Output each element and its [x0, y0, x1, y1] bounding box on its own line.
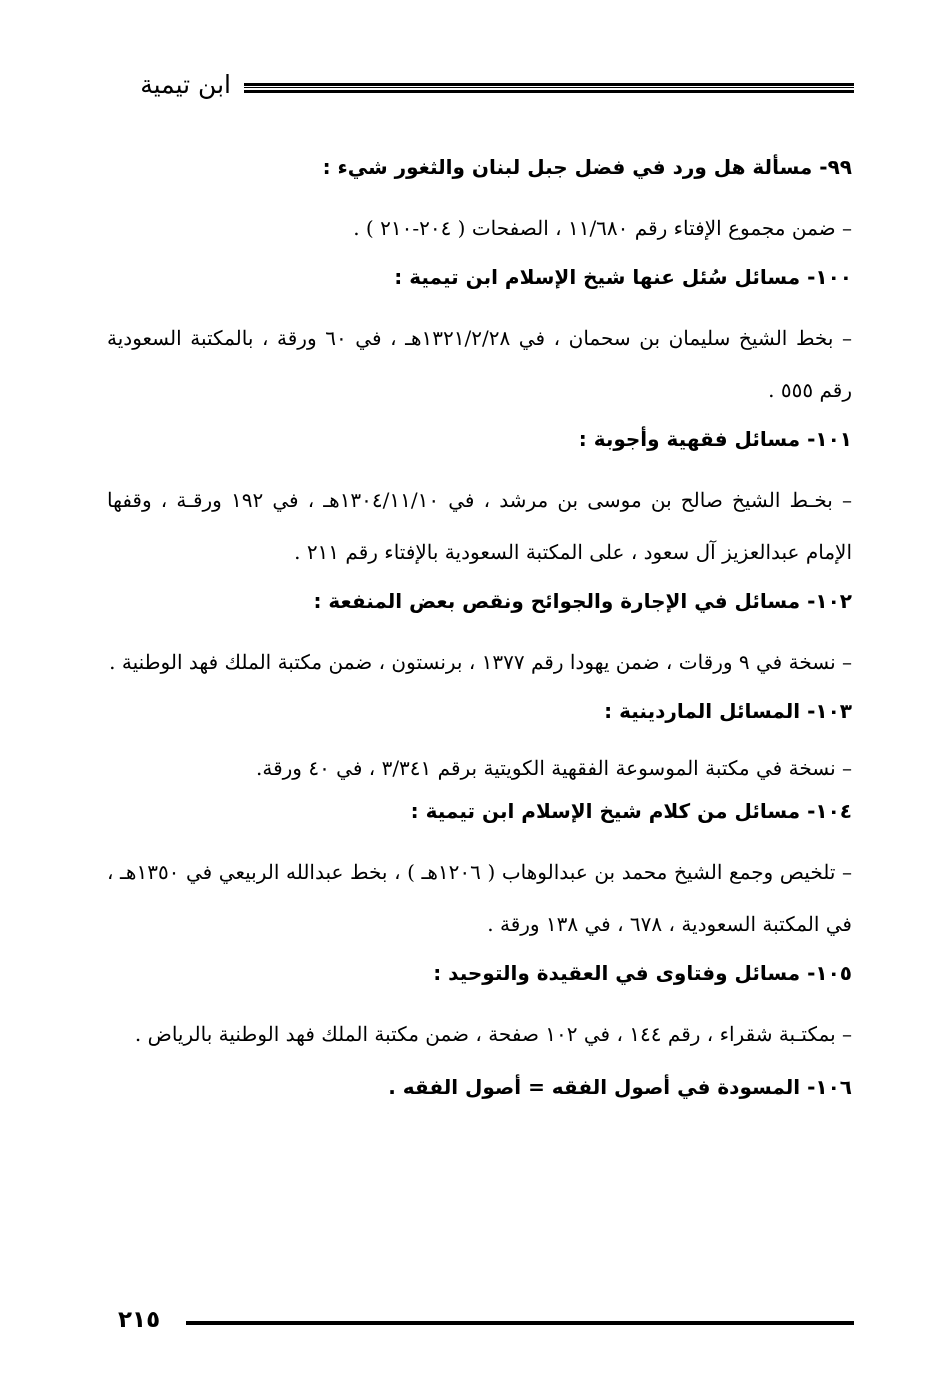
entry-body: – بخط الشيخ سليمان بن سحمان ، في ١٣٢١/٢/٢٨هـ ، في ٦٠ ورقة ، بالمكتبة السعودية رقم ٥٥٥ . — [107, 326, 852, 402]
entry-title: ١٠٦- المسودة في أصول الفقه = أصول الفقه . — [388, 1075, 852, 1099]
entry-title: ١٠٣- المسائل الماردينية : — [604, 699, 852, 723]
page-number: ٢١٥ — [118, 1307, 161, 1333]
entry-body: – تلخيص وجمع الشيخ محمد بن عبدالوهاب ( ١٢٠٦هـ ) ، بخط عبدالله الربيعي في ١٣٥٠هـ ، في المكتبة السعودية ، ٦٧٨ ، في ١٣٨ ورقة . — [107, 860, 853, 936]
entry-title: ١٠٢- مسائل في الإجارة والجوائح ونقص بعض المنفعة : — [313, 589, 852, 613]
entry-103 — [107, 696, 852, 794]
entry-body: – نسخة في مكتبة الموسوعة الفقهية الكويتية برقم ٣/٣٤١ ، في ٤٠ ورقة. — [256, 756, 852, 780]
entry-104 — [107, 796, 852, 950]
entry-102 — [107, 586, 852, 688]
entry-body: – بمكتـبة شقراء ، رقم ١٤٤ ، في ١٠٢ صفحة ، ضمن مكتبة الملك فهد الوطنية بالرياض . — [134, 1022, 852, 1046]
entry-title: ١٠٤- مسائل من كلام شيخ الإسلام ابن تيمية : — [410, 799, 852, 823]
entry-101 — [107, 424, 852, 578]
entry-body: – نسخة في ٩ ورقات ، ضمن يهودا رقم ١٣٧٧ ، برنستون ، ضمن مكتبة الملك فهد الوطنية . — [109, 650, 852, 674]
entry-100 — [107, 262, 852, 416]
entries-list — [107, 152, 852, 1102]
header-rule — [244, 83, 854, 93]
entry-title: ١٠١- مسائل فقهية وأجوبة : — [578, 427, 852, 451]
entry-title: ٩٩- مسألة هل ورد في فضل جبل لبنان والثغور شيء : — [322, 155, 852, 179]
entry-99 — [107, 152, 852, 254]
entry-body: – بخـط الشيخ صالح بن موسى بن مرشد ، في ١٣٠٤/١١/١٠هـ ، في ١٩٢ ورقـة ، وقفها الإمام عبدالعزيز آل سعود ، على المكتبة السعودية بالإفتاء رقم ٢١١ . — [107, 488, 852, 564]
entry-body: – ضمن مجموع الإفتاء رقم ١١/٦٨٠ ، الصفحات ( ٢٠٤-٢١٠ ) . — [353, 216, 852, 240]
entry-title: ١٠٠- مسائل سُئل عنها شيخ الإسلام ابن تيمية : — [394, 265, 852, 289]
entry-106 — [107, 1072, 852, 1102]
entry-105 — [107, 958, 852, 1060]
running-head-title: ابن تيمية — [140, 70, 231, 99]
footer-rule — [186, 1321, 854, 1325]
entry-title: ١٠٥- مسائل وفتاوى في العقيدة والتوحيد : — [433, 961, 852, 985]
